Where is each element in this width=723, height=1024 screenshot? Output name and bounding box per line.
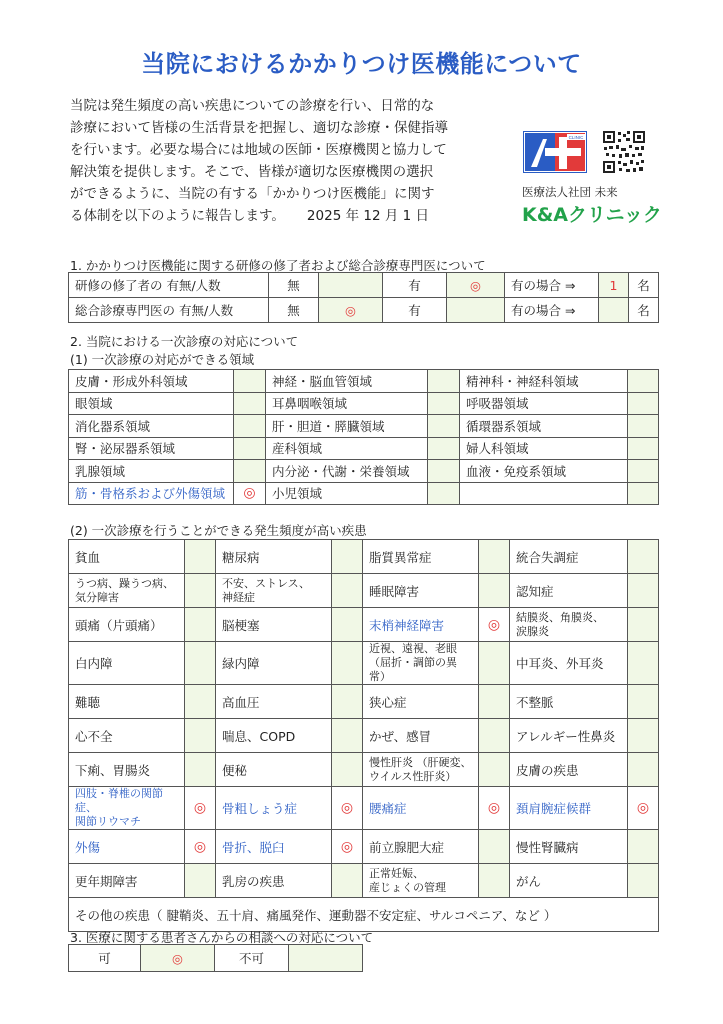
- intro-line: [70, 205, 490, 227]
- diseases-table: [68, 539, 659, 932]
- disease-label: [69, 574, 185, 608]
- disease-mark: ◎: [332, 830, 363, 864]
- intro-line: 解決策を提供します。そこで、皆様が適切な医療機関の選択: [70, 164, 434, 180]
- none-label: 無: [269, 298, 319, 323]
- area-label: 循環器系領域: [460, 415, 628, 438]
- disease-mark: [332, 685, 363, 719]
- disease-label: 中耳炎、外耳炎: [510, 642, 628, 685]
- disease-label-line: 涙腺炎: [516, 624, 549, 638]
- no-mark: [289, 945, 363, 972]
- disease-label-line: 慢性肝炎 （肝硬変、: [369, 755, 472, 769]
- table-row: [69, 898, 659, 932]
- area-label: 血液・免疫系領域: [460, 460, 628, 483]
- area-label: 消化器系領域: [69, 415, 234, 438]
- disease-mark: [628, 685, 659, 719]
- disease-label: 糖尿病: [216, 540, 332, 574]
- table-row: [69, 370, 659, 393]
- disease-label: 頚肩腕症候群: [510, 787, 628, 830]
- disease-label: アレルギー性鼻炎: [510, 719, 628, 753]
- disease-mark: [628, 830, 659, 864]
- training-table: [68, 272, 659, 323]
- consultation-table: [68, 944, 363, 972]
- disease-label-line: 正常妊娠、: [369, 866, 424, 880]
- area-mark: [628, 460, 659, 483]
- count-unit: 名: [629, 273, 659, 298]
- disease-label: 末梢神経障害: [363, 608, 479, 642]
- qr-code-icon: [602, 130, 646, 174]
- count-value: 1: [599, 273, 629, 298]
- yes-label: 可: [69, 945, 141, 972]
- table-row: [69, 787, 659, 830]
- area-mark: [628, 437, 659, 460]
- disease-label-line: 結膜炎、角膜炎、: [516, 610, 604, 624]
- disease-mark: [185, 608, 216, 642]
- area-label: 肝・胆道・膵臓領域: [266, 415, 428, 438]
- disease-label: [216, 574, 332, 608]
- yes-mark: ◎: [141, 945, 215, 972]
- table-row: [69, 945, 363, 972]
- area-label: 内分泌・代謝・栄養領域: [266, 460, 428, 483]
- table-row: [69, 415, 659, 438]
- disease-label: 慢性腎臓病: [510, 830, 628, 864]
- disease-label-line: うつ病、躁うつ病、: [75, 576, 174, 590]
- area-label: 神経・脳血管領域: [266, 370, 428, 393]
- disease-mark: [332, 753, 363, 787]
- disease-label: 脂質異常症: [363, 540, 479, 574]
- section-1-heading: 1. かかりつけ医機能に関する研修の修了者および総合診療専門医について: [70, 258, 486, 273]
- disease-label: 前立腺肥大症: [363, 830, 479, 864]
- area-mark: [628, 392, 659, 415]
- disease-label: がん: [510, 864, 628, 898]
- has-label: 有: [383, 298, 447, 323]
- organization-name: 医療法人社団 未来: [522, 185, 618, 199]
- section-2-heading: 2. 当院における一次診療の対応について: [70, 334, 299, 349]
- disease-mark: [479, 685, 510, 719]
- report-date: 2025 年 12 月 1 日: [306, 208, 430, 224]
- area-label: 耳鼻咽喉領域: [266, 392, 428, 415]
- area-label: 眼領域: [69, 392, 234, 415]
- table-row: [69, 642, 659, 685]
- intro-line: を行います。必要な場合には地域の医師・医療機関と協力して: [70, 142, 447, 158]
- disease-mark: ◎: [479, 787, 510, 830]
- if-has-label: 有の場合 ⇒: [505, 273, 599, 298]
- disease-label: 便秘: [216, 753, 332, 787]
- disease-mark: [332, 642, 363, 685]
- disease-label: 腰痛症: [363, 787, 479, 830]
- section-3-heading: 3. 医療に関する患者さんからの相談への対応について: [70, 930, 374, 945]
- disease-mark: [479, 830, 510, 864]
- disease-mark: [185, 719, 216, 753]
- disease-mark: [628, 864, 659, 898]
- has-mark: [447, 298, 505, 323]
- disease-mark: ◎: [185, 830, 216, 864]
- disease-label-line: 産じょくの管理: [369, 880, 446, 894]
- clinic-name: K&Aクリニック: [522, 204, 662, 226]
- table-row: [69, 574, 659, 608]
- disease-label: 骨折、脱臼: [216, 830, 332, 864]
- disease-mark: [479, 540, 510, 574]
- disease-label: 喘息、COPD: [216, 719, 332, 753]
- none-mark: [319, 273, 383, 298]
- disease-label: 頭痛（片頭痛）: [69, 608, 185, 642]
- table-row: [69, 482, 659, 505]
- area-mark: [428, 415, 460, 438]
- disease-mark: ◎: [479, 608, 510, 642]
- table-row: [69, 298, 659, 323]
- no-label: 不可: [215, 945, 289, 972]
- disease-mark: [628, 753, 659, 787]
- area-label: [460, 482, 628, 505]
- area-label: 筋・骨格系および外傷領域: [69, 482, 234, 505]
- other-diseases: その他の疾患（ 腱鞘炎、五十肩、痛風発作、運動器不安定症、サルコペニア、など ）: [69, 898, 659, 932]
- count-value: [599, 298, 629, 323]
- area-label: 婦人科領域: [460, 437, 628, 460]
- disease-mark: [332, 608, 363, 642]
- section-2-1-heading: (1) 一次診療の対応ができる領域: [70, 352, 255, 367]
- disease-mark: [185, 642, 216, 685]
- area-mark: [428, 392, 460, 415]
- area-label: 皮膚・形成外科領域: [69, 370, 234, 393]
- has-label: 有: [383, 273, 447, 298]
- disease-mark: [185, 540, 216, 574]
- disease-label: 外傷: [69, 830, 185, 864]
- disease-label-line: （屈折・調節の異常）: [369, 656, 457, 683]
- intro-line: 当院は発生頻度の高い疾患についての診療を行い、日常的な: [70, 98, 435, 114]
- disease-label: 心不全: [69, 719, 185, 753]
- none-mark: ◎: [319, 298, 383, 323]
- area-label: 腎・泌尿器系領域: [69, 437, 234, 460]
- disease-label: 皮膚の疾患: [510, 753, 628, 787]
- disease-label: 更年期障害: [69, 864, 185, 898]
- table-row: [69, 685, 659, 719]
- disease-mark: [628, 574, 659, 608]
- disease-label: 貧血: [69, 540, 185, 574]
- area-mark: [428, 460, 460, 483]
- disease-mark: [628, 608, 659, 642]
- area-mark: ◎: [234, 482, 266, 505]
- disease-label: [363, 864, 479, 898]
- intro-line: ができるように、当院の有する「かかりつけ医機能」に関す: [70, 186, 435, 202]
- disease-label-line: ウイルス性肝炎）: [369, 769, 457, 783]
- area-mark: [428, 482, 460, 505]
- intro-paragraph: [70, 95, 490, 227]
- disease-label: 骨粗しょう症: [216, 787, 332, 830]
- area-label: 精神科・神経科領域: [460, 370, 628, 393]
- disease-label: 難聴: [69, 685, 185, 719]
- page-title: 当院におけるかかりつけ医機能について: [141, 50, 582, 78]
- table-row: [69, 540, 659, 574]
- disease-label: 下痢、胃腸炎: [69, 753, 185, 787]
- area-mark: [234, 437, 266, 460]
- disease-mark: [479, 719, 510, 753]
- has-mark: ◎: [447, 273, 505, 298]
- disease-label: 緑内障: [216, 642, 332, 685]
- disease-label-line: 近視、遠視、老眼: [369, 642, 457, 655]
- disease-label-line: 不安、ストレス、: [222, 576, 310, 590]
- disease-mark: [332, 574, 363, 608]
- table-row: [69, 273, 659, 298]
- disease-mark: [332, 719, 363, 753]
- area-mark: [428, 437, 460, 460]
- table-row: [69, 719, 659, 753]
- none-label: 無: [269, 273, 319, 298]
- disease-mark: [185, 864, 216, 898]
- disease-label: 不整脈: [510, 685, 628, 719]
- clinic-logo-icon: [523, 131, 587, 173]
- count-unit: 名: [629, 298, 659, 323]
- disease-label: 白内障: [69, 642, 185, 685]
- disease-mark: [479, 864, 510, 898]
- disease-label: 乳房の疾患: [216, 864, 332, 898]
- disease-mark: [185, 574, 216, 608]
- area-label: 小児領域: [266, 482, 428, 505]
- disease-mark: [628, 540, 659, 574]
- area-mark: [428, 370, 460, 393]
- disease-label: [510, 608, 628, 642]
- disease-label: 統合失調症: [510, 540, 628, 574]
- table-row: [69, 864, 659, 898]
- area-label: 呼吸器領域: [460, 392, 628, 415]
- area-mark: [234, 370, 266, 393]
- intro-line-text: る体制を以下のように報告します。: [70, 208, 285, 224]
- disease-mark: [332, 864, 363, 898]
- disease-mark: [479, 753, 510, 787]
- disease-label-line: 関節リウマチ: [75, 815, 141, 828]
- disease-mark: [185, 753, 216, 787]
- table-row: [69, 392, 659, 415]
- table-row: [69, 830, 659, 864]
- area-label: 乳腺領域: [69, 460, 234, 483]
- disease-mark: [628, 719, 659, 753]
- area-mark: [234, 460, 266, 483]
- disease-label-line: 気分障害: [75, 590, 119, 604]
- logo-text: CLINIC: [568, 135, 584, 140]
- disease-label: かぜ、感冒: [363, 719, 479, 753]
- disease-label-line: 四肢・脊椎の関節症、: [75, 787, 163, 814]
- disease-label: 高血圧: [216, 685, 332, 719]
- disease-label: [363, 642, 479, 685]
- area-mark: [628, 482, 659, 505]
- row-label: 総合診療専門医の 有無/人数: [69, 298, 269, 323]
- table-row: [69, 460, 659, 483]
- disease-label: 認知症: [510, 574, 628, 608]
- disease-label: 睡眠障害: [363, 574, 479, 608]
- area-mark: [628, 370, 659, 393]
- table-row: [69, 753, 659, 787]
- disease-label: 狭心症: [363, 685, 479, 719]
- if-has-label: 有の場合 ⇒: [505, 298, 599, 323]
- areas-table: [68, 369, 659, 505]
- row-label: 研修の修了者の 有無/人数: [69, 273, 269, 298]
- disease-mark: [628, 642, 659, 685]
- area-mark: [234, 392, 266, 415]
- disease-mark: ◎: [185, 787, 216, 830]
- disease-label: [363, 753, 479, 787]
- area-mark: [628, 415, 659, 438]
- disease-label: [69, 787, 185, 830]
- table-row: [69, 437, 659, 460]
- disease-label-line: 神経症: [222, 590, 255, 604]
- intro-line: 診療において皆様の生活背景を把握し、適切な診療・保健指導: [70, 120, 448, 136]
- table-row: [69, 608, 659, 642]
- disease-label: 脳梗塞: [216, 608, 332, 642]
- area-mark: [234, 415, 266, 438]
- area-label: 産科領域: [266, 437, 428, 460]
- disease-mark: [479, 574, 510, 608]
- disease-mark: ◎: [332, 787, 363, 830]
- disease-mark: [185, 685, 216, 719]
- section-2-2-heading: (2) 一次診療を行うことができる発生頻度が高い疾患: [70, 523, 367, 538]
- disease-mark: ◎: [628, 787, 659, 830]
- disease-mark: [332, 540, 363, 574]
- disease-mark: [479, 642, 510, 685]
